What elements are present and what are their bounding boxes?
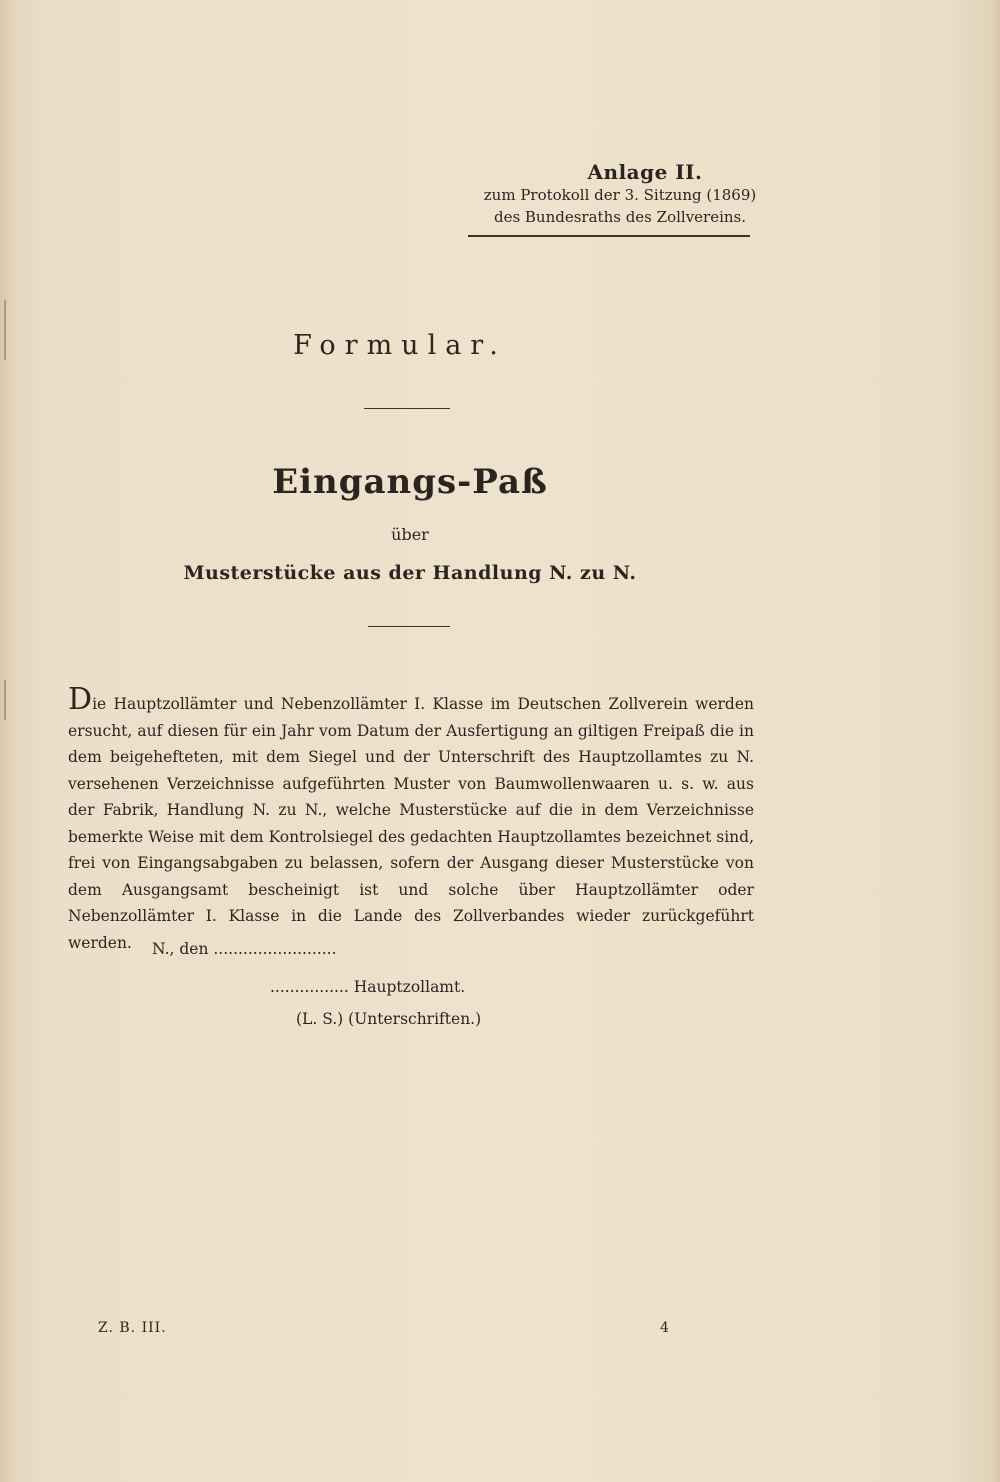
date-line: N., den ......................... bbox=[152, 940, 337, 958]
document-subtitle: Musterstücke aus der Handlung N. zu N. bbox=[183, 562, 637, 584]
annex-underline bbox=[468, 235, 750, 237]
footer-signature-mark: Z. B. III. bbox=[98, 1320, 167, 1336]
body-text: ie Hauptzollämter und Nebenzollämter I. Klasse im Deutschen Zollverein werden ersucht, auf diesen für ein Jahr vom Datum der Ausfertigung an giltigen Freipaß die in dem beigehefteten, mit dem Siegel und der Unterschrift des Hauptzollamtes zu N. versehenen Verzeichnisse aufgeführten Muster von Baumwollenwaaren u. s. w. aus der Fabrik, Handlung N. zu N., welche Musterstücke auf die in dem Verzeichnisse bemerkte Weise mit dem Kontrolsiegel des gedachten Hauptzollamtes bezeichnet sind, frei von Eingangsabgaben zu belassen, sofern der Ausgang dieser Musterstücke von dem Ausgangsamt bescheinigt ist und solche über Hauptzollämter oder Nebenzollämter I. Klasse in die Lande des Zollverbandes wieder zurückgeführt werden. bbox=[68, 695, 754, 952]
body-paragraph bbox=[68, 682, 754, 956]
annex-block bbox=[460, 160, 760, 228]
signature-line: (L. S.) (Unterschriften.) bbox=[296, 1010, 482, 1028]
form-heading: Formular. bbox=[293, 330, 507, 361]
annex-reference-line: zum Protokoll der 3. Sitzung (1869) bbox=[483, 186, 757, 204]
title-connector: über bbox=[391, 525, 429, 544]
office-line: ................ Hauptzollamt. bbox=[270, 978, 466, 996]
annex-reference-line: des Bundesraths des Zollvereins. bbox=[493, 208, 747, 226]
initial-letter: D bbox=[68, 682, 93, 717]
document-title: Eingangs-Paß bbox=[272, 462, 548, 502]
page-edge-mark bbox=[4, 680, 6, 720]
page-number: 4 bbox=[660, 1320, 669, 1336]
annex-title: Anlage II. bbox=[587, 160, 703, 184]
divider bbox=[364, 408, 450, 409]
divider bbox=[368, 626, 450, 627]
